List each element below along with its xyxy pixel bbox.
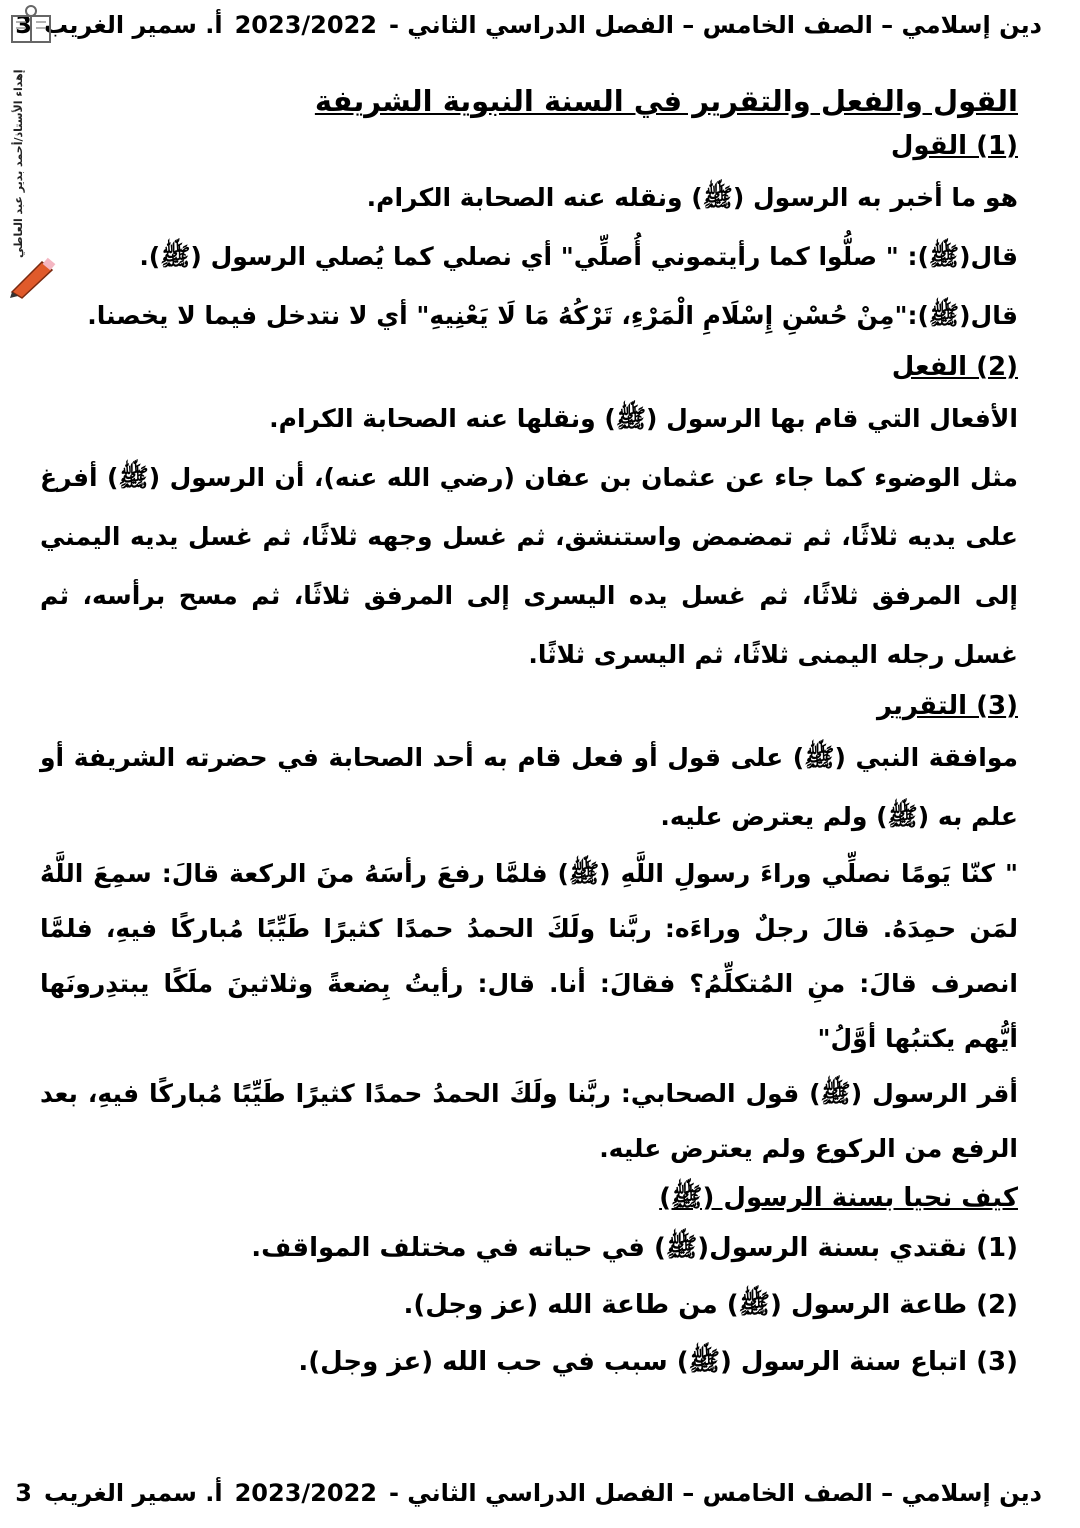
section-heading-living-sunnah: كيف نحيا بسنة الرسول (ﷺ) bbox=[659, 1183, 1018, 1213]
page-header bbox=[15, 10, 1042, 40]
page-footer bbox=[15, 1478, 1042, 1508]
list-item: (1) نقتدي بسنة الرسول(ﷺ) في حياته في مختلف المواقف. bbox=[251, 1233, 1018, 1263]
saying-hadith-1: قال(ﷺ): " صلُّوا كما رأيتموني أُصلِّي" أي نصلي كما يُصلي الرسول (ﷺ). bbox=[139, 242, 1018, 271]
footer-teacher: أ. سمير الغريب bbox=[44, 1479, 223, 1507]
saying-hadith-2: قال(ﷺ):"مِنْ حُسْنِ إِسْلَامِ الْمَرْءِ، تَرْكُهُ مَا لَا يَعْنِيهِ" أي لا نتدخل فيما لا يخصنا. bbox=[87, 301, 1018, 330]
footer-subject: دين إسلامي – الصف الخامس – الفصل الدراسي الثاني - bbox=[388, 1479, 1042, 1507]
approval-definition: موافقة النبي (ﷺ) على قول أو فعل قام به أحد الصحابة في حضرته الشريفة أو علم به (ﷺ) ولم يعترض عليه. bbox=[40, 743, 1018, 831]
section-heading-approval: (3) التقرير bbox=[876, 691, 1018, 721]
section-heading-saying: (1) القول bbox=[890, 131, 1018, 161]
header-teacher: أ. سمير الغريب bbox=[44, 11, 223, 39]
header-page-number: 3 bbox=[15, 11, 32, 39]
dedication-text: إهداء الأستاذ/أحمد بدير عبد العاطي bbox=[12, 70, 25, 259]
action-example: مثل الوضوء كما جاء عن عثمان بن عفان (رضي الله عنه)، أن الرسول (ﷺ) أفرغ على يديه ثلاثًا، ثم تمضمض واستنشق، ثم غسل وجهه ثلاثًا، ثم غسل يديه اليمني إلى المرفق ثلاثًا، ثم غسل يده اليسرى إلى المرفق ثلاثًا، ثم مسح برأسه، ثم غسل رجله اليمنى ثلاثًا، ثم اليسرى ثلاثًا. bbox=[40, 463, 1018, 669]
approval-conclusion: أقر الرسول (ﷺ) قول الصحابي: ربَّنا ولَكَ الحمدُ حمدًا كثيرًا طَيِّبًا مُباركًا فيهِ، بعد الرفع من الركوع ولم يعترض عليه. bbox=[40, 1079, 1018, 1163]
page-content bbox=[40, 78, 1018, 1391]
page-title: القول والفعل والتقرير في السنة النبوية الشريفة bbox=[314, 84, 1018, 118]
footer-year: 2023/2022 bbox=[234, 1479, 377, 1507]
footer-page-number: 3 bbox=[15, 1479, 32, 1507]
list-item: (2) طاعة الرسول (ﷺ) من طاعة الله (عز وجل). bbox=[403, 1290, 1018, 1320]
header-year: 2023/2022 bbox=[234, 11, 377, 39]
section-heading-action: (2) الفعل bbox=[891, 352, 1018, 382]
approval-hadith: " كنّا يَومًا نصلِّي وراءَ رسولِ اللَّهِ (ﷺ) فلمَّا رفعَ رأسَهُ منَ الركعة قالَ: سمِعَ اللَّهُ لمَن حمِدَهُ. قالَ رجلٌ وراءَه: ربَّنا ولَكَ الحمدُ حمدًا كثيرًا طَيِّبًا مُباركًا فيهِ، فلمَّا انصرف قالَ: منِ المُتكلِّمُ؟ فقالَ: أنا. قال: رأيتُ بِضعةً وثلاثينَ ملَكًا يبتدِرونَها أيُّهم يكتبُها أوَّلُ" bbox=[40, 859, 1018, 1053]
book-logo-icon bbox=[6, 2, 56, 52]
header-subject: دين إسلامي – الصف الخامس – الفصل الدراسي الثاني - bbox=[388, 11, 1042, 39]
saying-definition: هو ما أخبر به الرسول (ﷺ) ونقله عنه الصحابة الكرام. bbox=[366, 183, 1018, 212]
list-item: (3) اتباع سنة الرسول (ﷺ) سبب في حب الله (عز وجل). bbox=[298, 1347, 1018, 1377]
action-definition: الأفعال التي قام بها الرسول (ﷺ) ونقلها عنه الصحابة الكرام. bbox=[269, 404, 1018, 433]
